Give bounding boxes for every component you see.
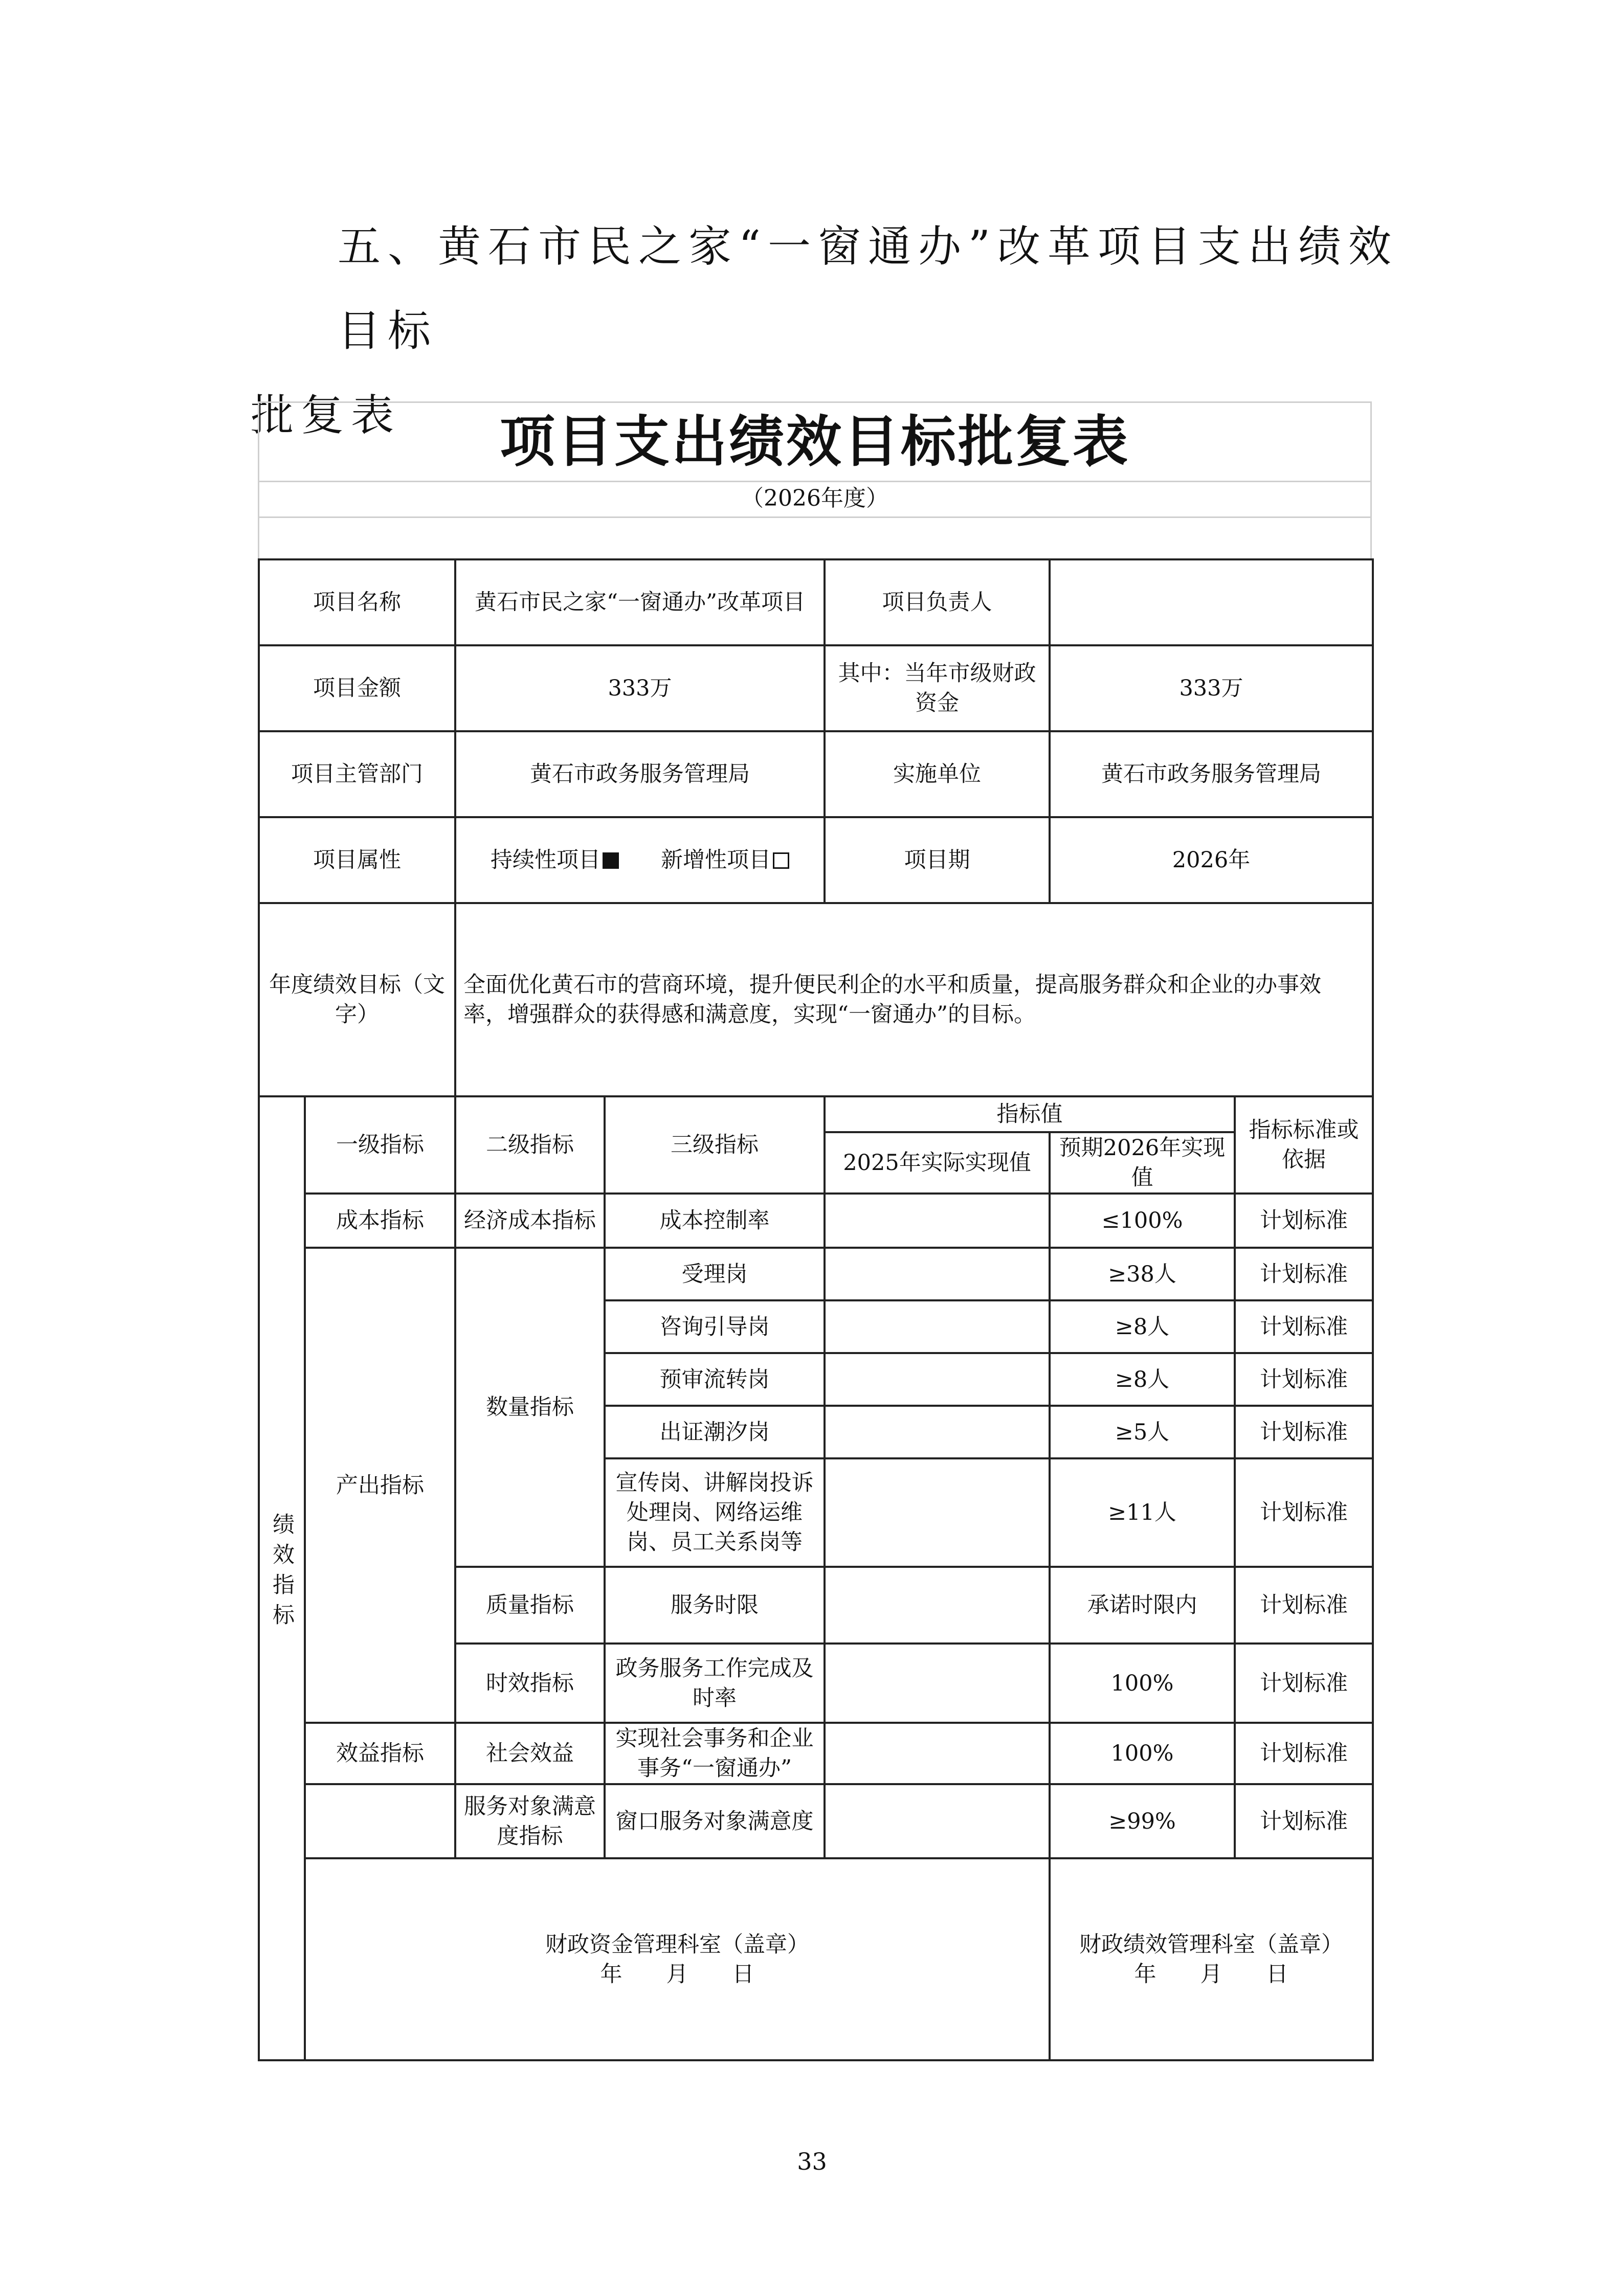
period-label: 项目期	[825, 817, 1050, 903]
level3-cell: 实现社会事务和企业事务“一窗通办”	[605, 1723, 825, 1784]
header-basis: 指标标准或依据	[1235, 1096, 1373, 1194]
header-level3: 三级指标	[605, 1096, 825, 1194]
project-name-value: 黄石市民之家“一窗通办”改革项目	[455, 559, 825, 645]
basis-cell: 计划标准	[1235, 1406, 1373, 1458]
expected-cell: ≥38人	[1050, 1248, 1235, 1300]
timeliness-indicator: 时效指标	[455, 1644, 605, 1723]
expected-cell: ≥8人	[1050, 1300, 1235, 1353]
unchecked-box-icon	[773, 852, 789, 869]
actual-cell	[825, 1300, 1050, 1353]
checked-box-icon	[603, 852, 619, 869]
level3-cell: 服务时限	[605, 1567, 825, 1644]
social-benefit-indicator: 社会效益	[455, 1723, 605, 1784]
performance-indicators-text: 绩效指标	[269, 1512, 295, 1633]
finance-fund-office-date: 年 月 日	[600, 1961, 754, 1987]
form-year: （2026年度）	[741, 485, 888, 511]
indicator-header-row	[259, 1096, 1373, 1132]
project-leader-label: 项目负责人	[825, 559, 1050, 645]
level3-cell: 受理岗	[605, 1248, 825, 1300]
expected-cell: 100%	[1050, 1644, 1235, 1723]
signature-row	[259, 1858, 1373, 2060]
project-amount-label: 项目金额	[259, 645, 455, 731]
performance-indicators-label	[259, 1096, 305, 2060]
expected-cell: 100%	[1050, 1723, 1235, 1784]
econ-cost-indicator: 经济成本指标	[455, 1194, 605, 1248]
annual-goal-text: 全面优化黄石市的营商环境，提升便民利企的水平和质量，提高服务群众和企业的办事效率，增强群众的获得感和满意度，实现“一窗通办”的目标。	[455, 903, 1373, 1096]
table-row	[259, 1723, 1373, 1784]
actual-cell	[825, 1353, 1050, 1406]
expected-cell: ≥99%	[1050, 1784, 1235, 1858]
header-level2: 二级指标	[455, 1096, 605, 1194]
actual-cell	[825, 1723, 1050, 1784]
finance-performance-office-label: 财政绩效管理科室（盖章）	[1079, 1931, 1343, 1957]
finance-performance-office-signature	[1050, 1858, 1373, 2060]
header-value: 指标值	[825, 1096, 1235, 1132]
approval-form-table	[258, 558, 1374, 2061]
basis-cell: 计划标准	[1235, 1300, 1373, 1353]
row-attributes	[259, 817, 1373, 903]
actual-cell	[825, 1784, 1050, 1858]
header-actual-2025: 2025年实际实现值	[825, 1132, 1050, 1194]
empty-level1-cell	[305, 1784, 455, 1858]
level3-cell: 成本控制率	[605, 1194, 825, 1248]
expected-cell: 承诺时限内	[1050, 1567, 1235, 1644]
actual-cell	[825, 1644, 1050, 1723]
implementer-label: 实施单位	[825, 731, 1050, 817]
row-project-amount	[259, 645, 1373, 731]
new-project-label: 新增性项目	[661, 847, 771, 873]
finance-fund-office-signature	[305, 1858, 1050, 2060]
page-number: 33	[797, 2148, 827, 2175]
attribute-options	[455, 817, 825, 903]
finance-performance-office-date: 年 月 日	[1134, 1961, 1288, 1987]
continuing-project-label: 持续性项目	[490, 847, 600, 873]
expected-cell: ≥8人	[1050, 1353, 1235, 1406]
actual-cell	[825, 1567, 1050, 1644]
department-value: 黄石市政务服务管理局	[455, 731, 825, 817]
actual-cell	[825, 1406, 1050, 1458]
table-row	[259, 1248, 1373, 1300]
basis-cell: 计划标准	[1235, 1248, 1373, 1300]
city-fund-value: 333万	[1050, 645, 1373, 731]
city-fund-label: 其中：当年市级财政资金	[825, 645, 1050, 731]
form-title: 项目支出绩效目标批复表	[499, 410, 1130, 474]
level3-cell: 窗口服务对象满意度	[605, 1784, 825, 1858]
quantity-indicator: 数量指标	[455, 1248, 605, 1567]
annual-goal-label: 年度绩效目标（文字）	[259, 903, 455, 1096]
implementer-value: 黄石市政务服务管理局	[1050, 731, 1373, 817]
level3-cell: 出证潮汐岗	[605, 1406, 825, 1458]
satisfaction-indicator: 服务对象满意度指标	[455, 1784, 605, 1858]
header-level1: 一级指标	[305, 1096, 455, 1194]
basis-cell: 计划标准	[1235, 1567, 1373, 1644]
heading-line-1: 五、黄石市民之家“一窗通办”改革项目支出绩效目标	[338, 221, 1398, 356]
actual-cell	[825, 1248, 1050, 1300]
basis-cell: 计划标准	[1235, 1644, 1373, 1723]
table-row	[259, 1194, 1373, 1248]
heading-line-2: 批复表	[251, 390, 402, 440]
table-row	[259, 1784, 1373, 1858]
basis-cell: 计划标准	[1235, 1353, 1373, 1406]
benefit-indicator: 效益指标	[305, 1723, 455, 1784]
project-name-label: 项目名称	[259, 559, 455, 645]
expected-cell: ≤100%	[1050, 1194, 1235, 1248]
cost-indicator: 成本指标	[305, 1194, 455, 1248]
row-annual-goal	[259, 903, 1373, 1096]
level3-cell: 预审流转岗	[605, 1353, 825, 1406]
header-expected-2026: 预期2026年实现值	[1050, 1132, 1235, 1194]
finance-fund-office-label: 财政资金管理科室（盖章）	[545, 1931, 809, 1957]
frame-divider	[258, 516, 1372, 518]
basis-cell: 计划标准	[1235, 1458, 1373, 1567]
quality-indicator: 质量指标	[455, 1567, 605, 1644]
basis-cell: 计划标准	[1235, 1194, 1373, 1248]
row-department	[259, 731, 1373, 817]
level3-cell: 咨询引导岗	[605, 1300, 825, 1353]
attribute-label: 项目属性	[259, 817, 455, 903]
expected-cell: ≥11人	[1050, 1458, 1235, 1567]
level3-cell: 宣传岗、讲解岗投诉处理岗、网络运维岗、员工关系岗等	[605, 1458, 825, 1567]
project-leader-value	[1050, 559, 1373, 645]
level3-cell: 政务服务工作完成及时率	[605, 1644, 825, 1723]
actual-cell	[825, 1194, 1050, 1248]
row-project-name	[259, 559, 1373, 645]
output-indicator: 产出指标	[305, 1248, 455, 1723]
period-value: 2026年	[1050, 817, 1373, 903]
actual-cell	[825, 1458, 1050, 1567]
project-amount-value: 333万	[455, 645, 825, 731]
basis-cell: 计划标准	[1235, 1784, 1373, 1858]
basis-cell: 计划标准	[1235, 1723, 1373, 1784]
department-label: 项目主管部门	[259, 731, 455, 817]
expected-cell: ≥5人	[1050, 1406, 1235, 1458]
